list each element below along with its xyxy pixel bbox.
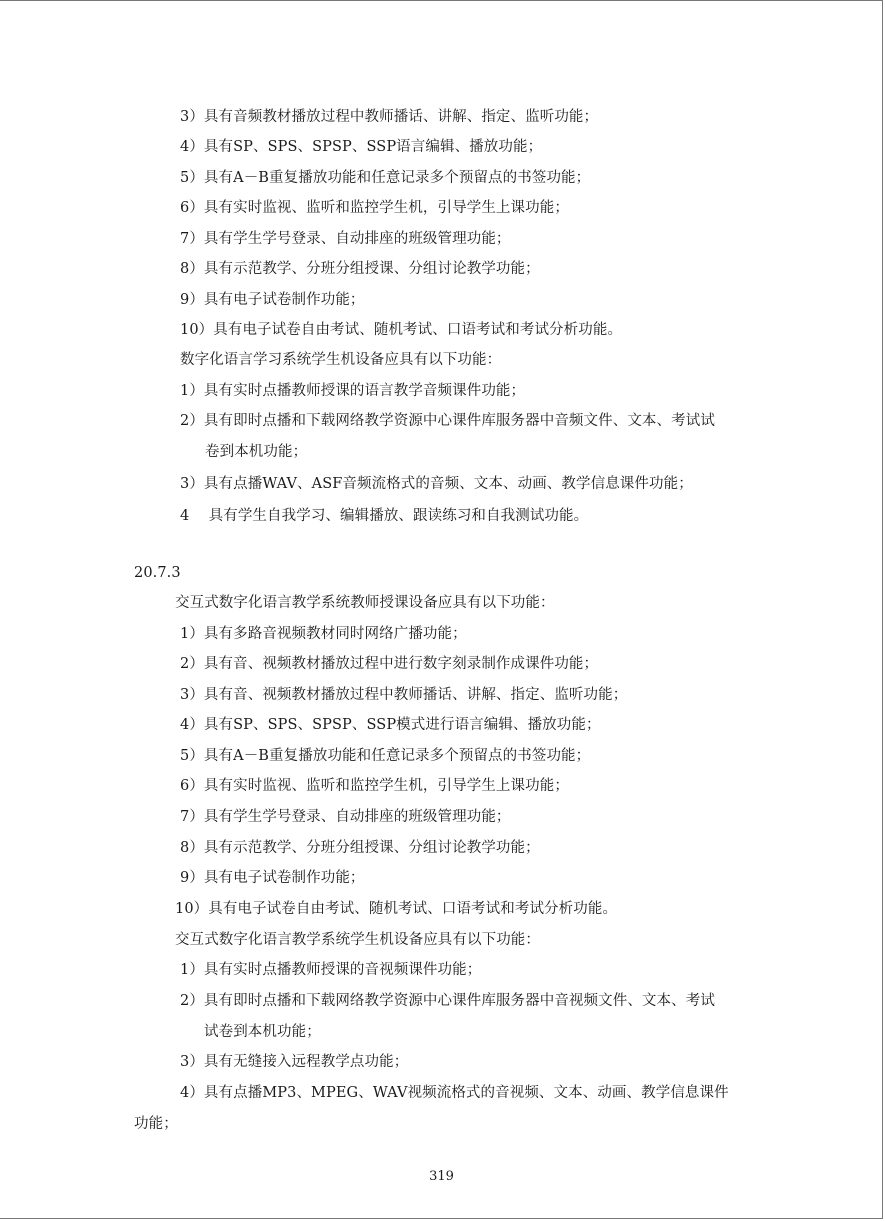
page-number: 319 [429, 1169, 454, 1184]
text-line: 10）具有电子试卷自由考试、随机考试、口语考试和考试分析功能。 [180, 322, 623, 338]
text-line: 3）具有点播WAV、ASF音频流格式的音频、文本、动画、教学信息课件功能； [180, 476, 693, 492]
text-line: 8）具有示范教学、分班分组授课、分组讨论教学功能； [180, 261, 540, 277]
text-line: 试卷到本机功能； [204, 1024, 321, 1040]
text-line: 10）具有电子试卷自由考试、随机考试、口语考试和考试分析功能。 [175, 901, 618, 917]
text-line: 2）具有即时点播和下载网络教学资源中心课件库服务器中音频文件、文本、考试试 [180, 413, 715, 429]
text-line: 3）具有音频教材播放过程中教师播话、讲解、指定、监听功能； [180, 109, 599, 125]
section-number: 20.7.3 [134, 565, 181, 581]
text-line: 5）具有A－B重复播放功能和任意记录多个预留点的书签功能； [180, 748, 591, 764]
text-line: 6）具有实时监视、监听和监控学生机，引导学生上课功能； [180, 778, 569, 794]
text-line: 4）具有点播MP3、MPEG、WAV视频流格式的音视频、文本、动画、教学信息课件 [180, 1085, 729, 1101]
text-line: 交互式数字化语言教学系统教师授课设备应具有以下功能： [175, 595, 555, 611]
text-line: 7）具有学生学号登录、自动排座的班级管理功能； [180, 809, 511, 825]
text-line: 交互式数字化语言教学系统学生机设备应具有以下功能： [175, 932, 540, 948]
text-line: 1）具有多路音视频教材同时网络广播功能； [180, 626, 467, 642]
text-line: 9）具有电子试卷制作功能； [180, 870, 365, 886]
text-line: 6）具有实时监视、监听和监控学生机，引导学生上课功能； [180, 200, 569, 216]
text-line: 4）具有SP、SPS、SPSP、SSP模式进行语言编辑、播放功能； [180, 717, 601, 733]
text-line: 3）具有无缝接入远程教学点功能； [180, 1054, 409, 1070]
text-line: 功能； [134, 1116, 178, 1132]
text-line: 2）具有即时点播和下载网络教学资源中心课件库服务器中音视频文件、文本、考试 [180, 993, 715, 1009]
text-line: 数字化语言学习系统学生机设备应具有以下功能： [180, 352, 502, 368]
text-line: 1）具有实时点播教师授课的音视频课件功能； [180, 962, 482, 978]
text-line: 4 具有学生自我学习、编辑播放、跟读练习和自我测试功能。 [180, 508, 589, 524]
text-line: 5）具有A－B重复播放功能和任意记录多个预留点的书签功能； [180, 170, 591, 186]
text-line: 9）具有电子试卷制作功能； [180, 292, 365, 308]
text-line: 8）具有示范教学、分班分组授课、分组讨论教学功能； [180, 840, 540, 856]
text-line: 卷到本机功能； [205, 444, 308, 460]
text-line: 3）具有音、视频教材播放过程中教师播话、讲解、指定、监听功能； [180, 687, 628, 703]
text-line: 7）具有学生学号登录、自动排座的班级管理功能； [180, 231, 511, 247]
text-line: 4）具有SP、SPS、SPSP、SSP语言编辑、播放功能； [180, 139, 543, 155]
text-line: 2）具有音、视频教材播放过程中进行数字刻录制作成课件功能； [180, 656, 599, 672]
text-line: 1）具有实时点播教师授课的语言教学音频课件功能； [180, 383, 526, 399]
